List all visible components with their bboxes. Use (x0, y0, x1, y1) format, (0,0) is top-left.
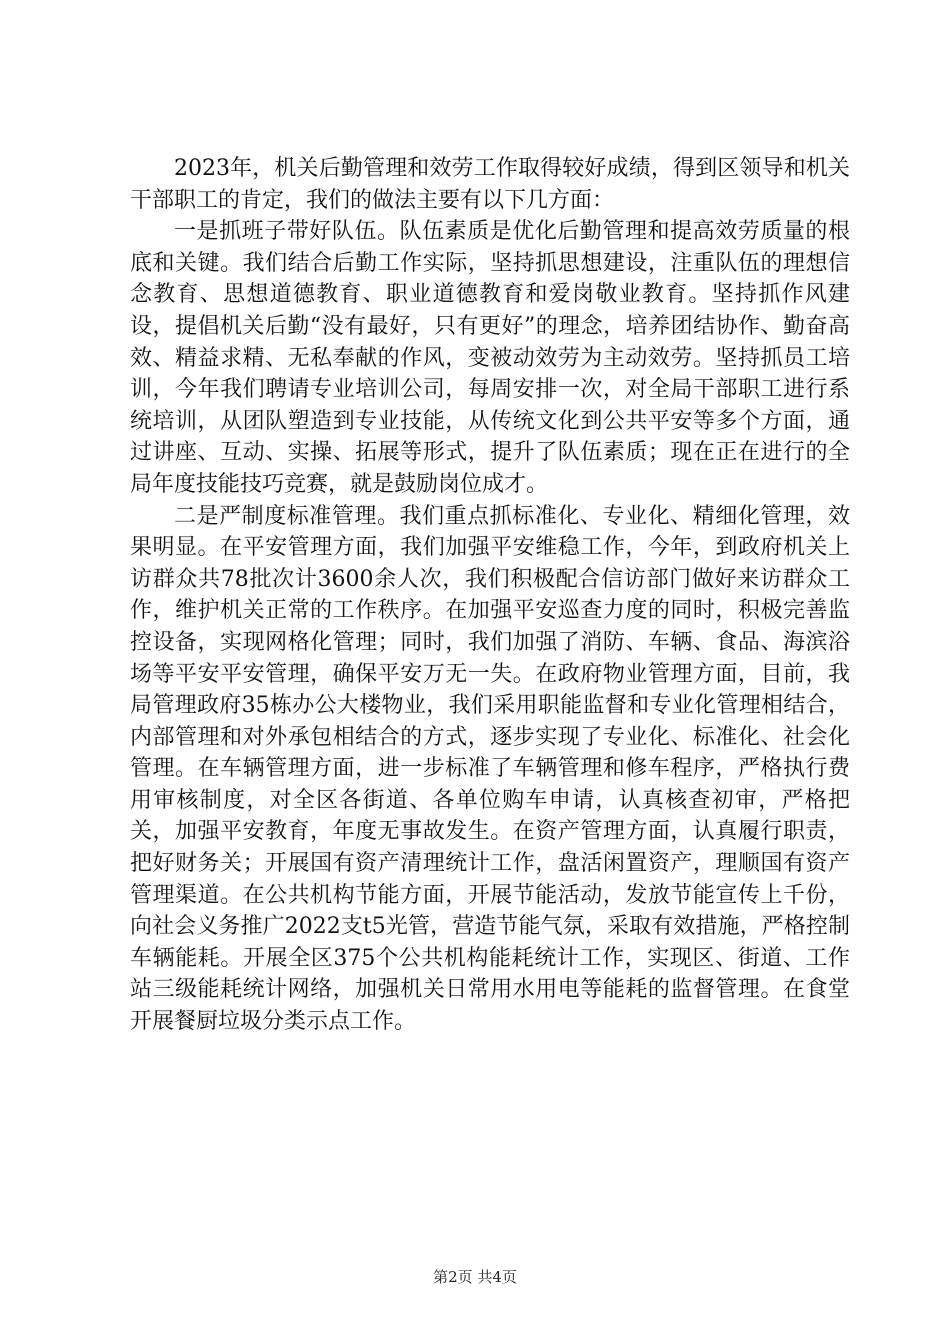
paragraph-team-building: 一是抓班子带好队伍。队伍素质是优化后勤管理和提高效劳质量的根底和关键。我们结合后勤工作实际，坚持抓思想建设，注重队伍的理想信念教育、思想道德教育、职业道德教育和爱岗敬业教育。坚持抓作风建设，提倡机关后勤“没有最好，只有更好”的理念，培养团结协作、勤奋高效、精益求精、无私奉献的作风，变被动效劳为主动效劳。坚持抓员工培训，今年我们聘请专业培训公司，每周安排一次，对全局干部职工进行系统培训，从团队塑造到专业技能，从传统文化到公共平安等多个方面，通过讲座、互动、实操、拓展等形式，提升了队伍素质；现在正在进行的全局年度技能技巧竞赛，就是鼓励岗位成才。 (130, 219, 850, 497)
page-number-footer: 第2页 共4页 (433, 1268, 517, 1286)
paragraph-intro: 2023年，机关后勤管理和效劳工作取得较好成绩，得到区领导和机关干部职工的肯定，我们的做法主要有以下几方面： (130, 156, 850, 213)
document-body (130, 153, 850, 1038)
paragraph-standard-management: 二是严制度标准管理。我们重点抓标准化、专业化、精细化管理，效果明显。在平安管理方面，我们加强平安维稳工作，今年，到政府机关上访群众共78批次计3600余人次，我们积极配合信访部门做好来访群众工作，维护机关正常的工作秩序。在加强平安巡查力度的同时，积极完善监控设备，实现网格化管理；同时，我们加强了消防、车辆、食品、海滨浴场等平安平安管理，确保平安万无一失。在政府物业管理方面，目前，我局管理政府35栋办公大楼物业，我们采用职能监督和专业化管理相结合，内部管理和对外承包相结合的方式，逐步实现了专业化、标准化、社会化管理。在车辆管理方面，进一步标准了车辆管理和修车程序，严格执行费用审核制度，对全区各街道、各单位购车申请，认真核查初审，严格把关，加强平安教育，年度无事故发生。在资产管理方面，认真履行职责，把好财务关；开展国有资产清理统计工作，盘活闲置资产，理顺国有资产管理渠道。在公共机构节能方面，开展节能活动，发放节能宣传上千份，向社会义务推广2022支t5光管，营造节能气氛，采取有效措施，严格控制车辆能耗。开展全区375个公共机构能耗统计工作，实现区、街道、工作站三级能耗统计网络，加强机关日常用水用电等能耗的监督管理。在食堂开展餐厨垃圾分类示点工作。 (130, 503, 850, 1035)
